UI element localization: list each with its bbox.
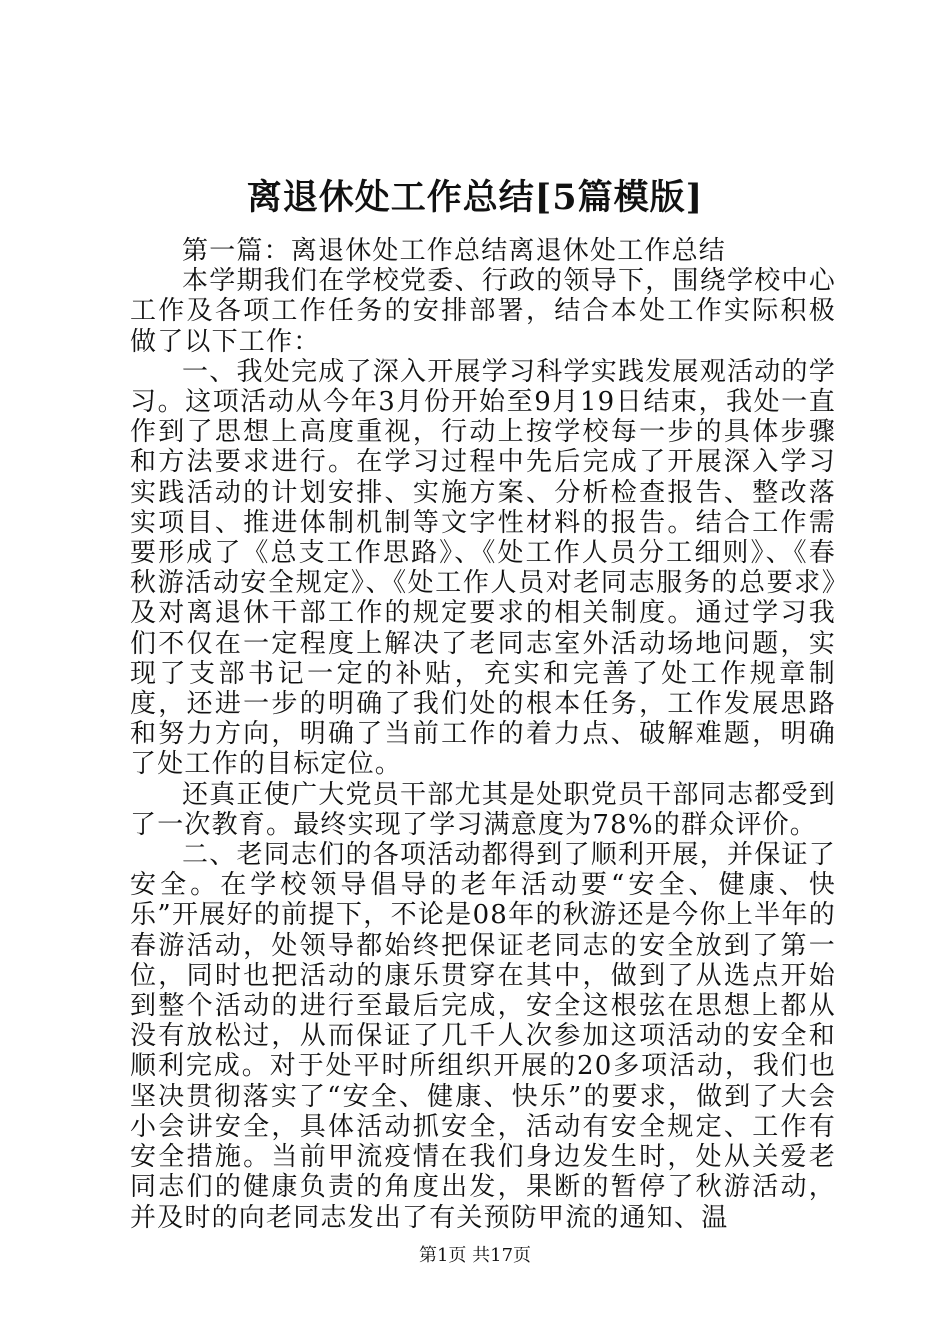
- page-footer: 第1页 共17页: [418, 1245, 532, 1266]
- document-title: 离退休处工作总结[5篇模版]: [246, 177, 704, 218]
- document-body: [130, 236, 836, 1233]
- paragraph-intro: 本学期我们在学校党委、行政的领导下，围绕学校中心工作及各项工作任务的安排部署，结合本处工作实际积极做了以下工作：: [130, 266, 836, 357]
- paragraph-education: 还真正使广大党员干部尤其是处职党员干部同志都受到了一次教育。最终实现了学习满意度为78%的群众评价。: [130, 779, 836, 840]
- paragraph-section-one: 一、我处完成了深入开展学习科学实践发展观活动的学习。这项活动从今年3月份开始至9月19日结束，我处一直作到了思想上高度重视，行动上按学校每一步的具体步骤和方法要求进行。在学习过程中先后完成了开展深入学习实践活动的计划安排、实施方案、分析检查报告、整改落实项目、推进体制机制等文字性材料的报告。结合工作需要形成了《总支工作思路》、《处工作人员分工细则》、《春秋游活动安全规定》、《处工作人员对老同志服务的总要求》及对离退休干部工作的规定要求的相关制度。通过学习我们不仅在一定程度上解决了老同志室外活动场地问题，实现了支部书记一定的补贴，充实和完善了处工作规章制度，还进一步的明确了我们处的根本任务，工作发展思路和努力方向，明确了当前工作的着力点、破解难题，明确了处工作的目标定位。: [130, 356, 836, 780]
- paragraph-section-two: 二、老同志们的各项活动都得到了顺利开展，并保证了安全。在学校领导倡导的老年活动要“安全、健康、快乐”开展好的前提下，不论是08年的秋游还是今你上半年的春游活动，处领导都始终把保证老同志的安全放到了第一位，同时也把活动的康乐贯穿在其中，做到了从选点开始到整个活动的进行至最后完成，安全这根弦在思想上都从没有放松过，从而保证了几千人次参加这项活动的安全和顺利完成。对于处平时所组织开展的20多项活动，我们也坚决贯彻落实了“安全、健康、快乐”的要求，做到了大会小会讲安全，具体活动抓安全，活动有安全规定、工作有安全措施。当前甲流疫情在我们身边发生时，处从关爱老同志们的健康负责的角度出发，果断的暂停了秋游活动，并及时的向老同志发出了有关预防甲流的通知、温: [130, 840, 836, 1233]
- paragraph-heading: 第一篇：离退休处工作总结离退休处工作总结: [182, 236, 727, 266]
